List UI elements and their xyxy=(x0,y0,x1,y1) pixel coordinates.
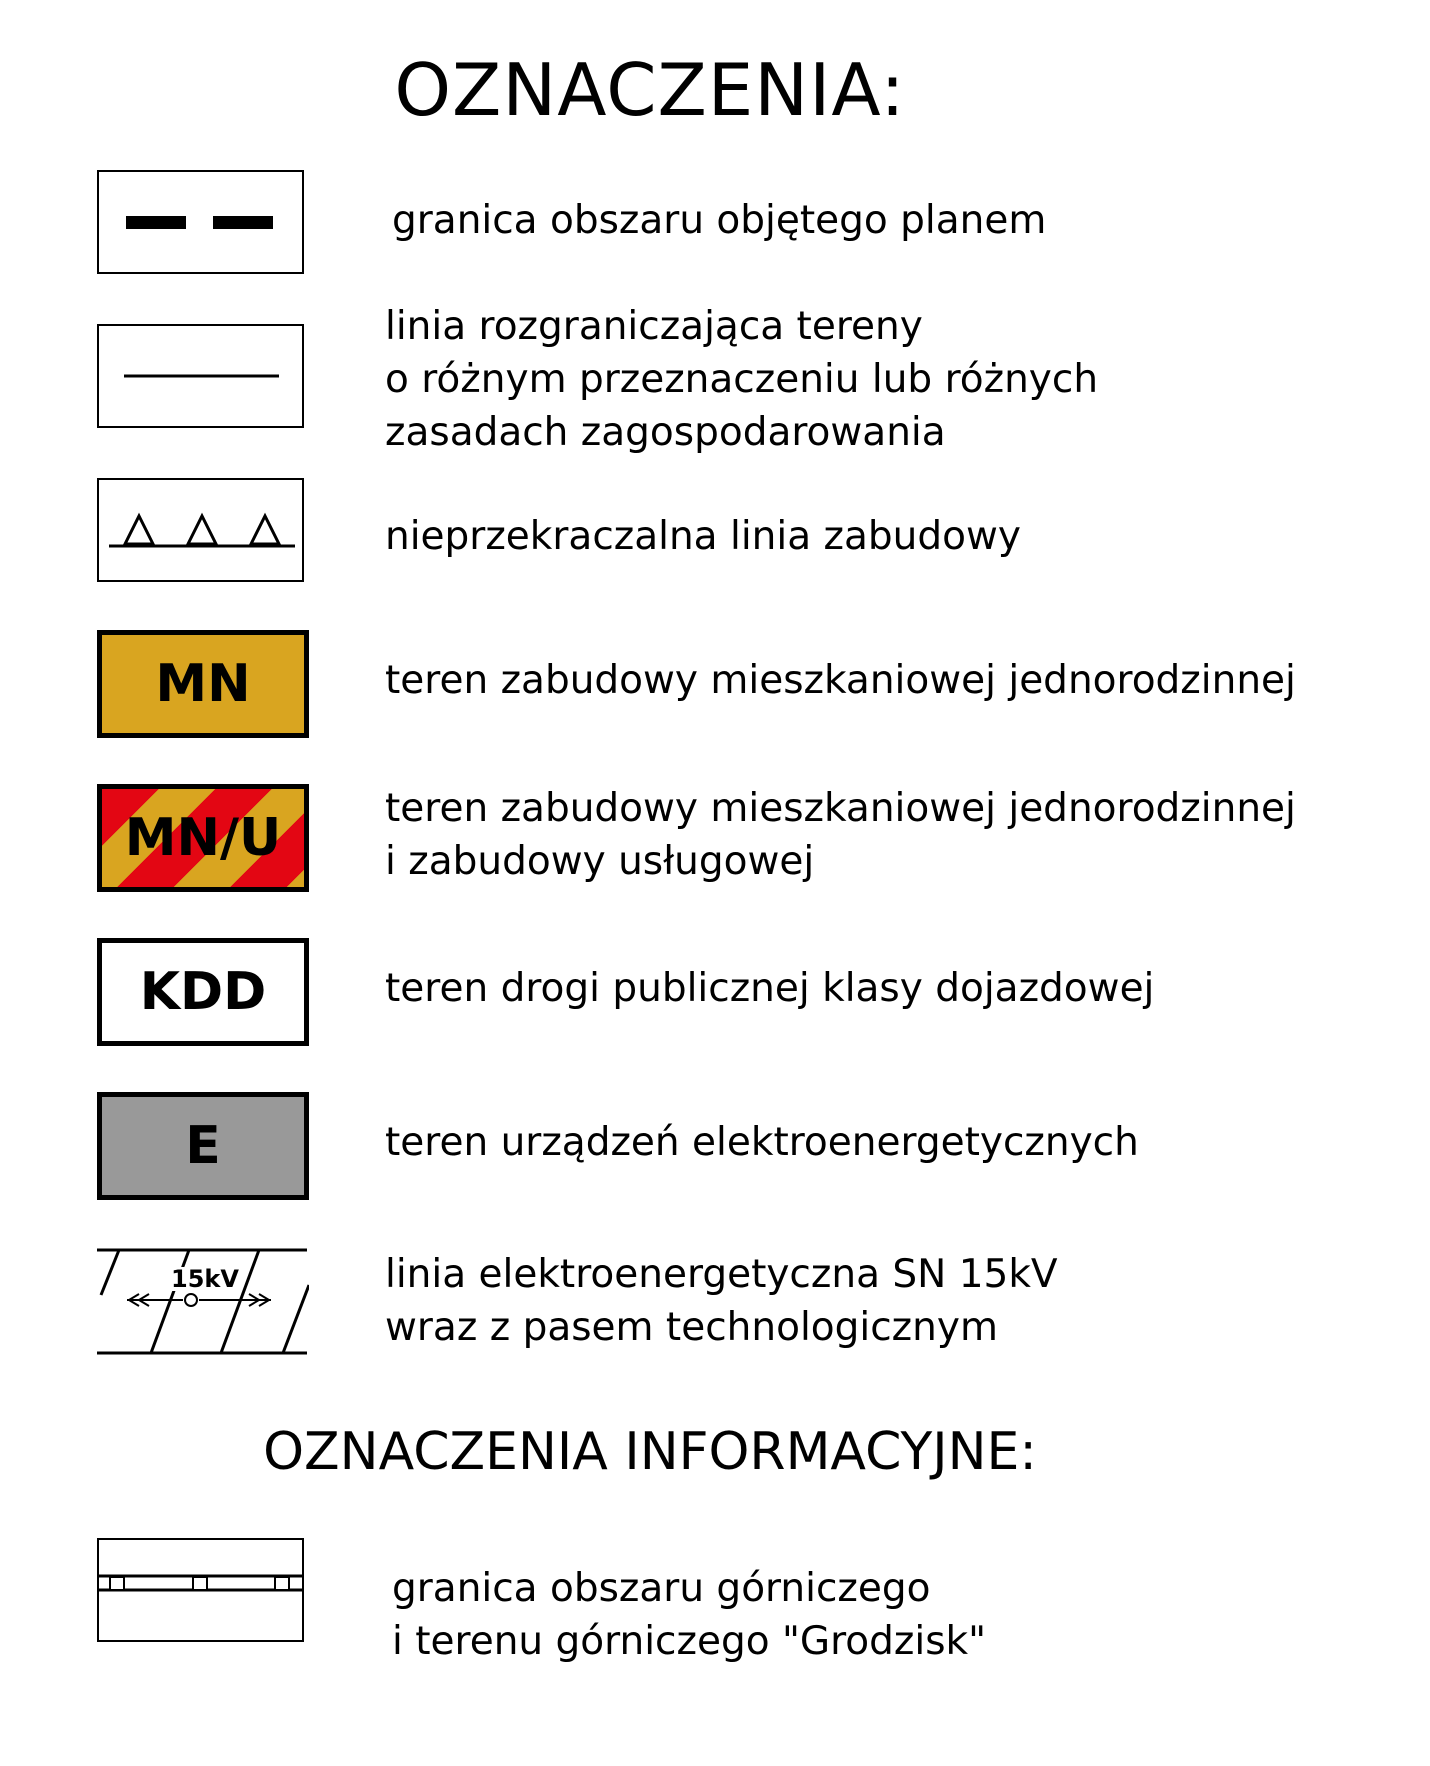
kdd-zone-icon xyxy=(97,938,309,1046)
legend-item-label: linia elektroenergetyczna SN 15kV wraz z pasem technologicznym xyxy=(385,1252,1058,1350)
legend-item-label: teren drogi publicznej klasy dojazdowej xyxy=(385,966,1155,1011)
legend-item-label: teren zabudowy mieszkaniowej jednorodzinnej xyxy=(385,658,1296,703)
legend-item-label: granica obszaru objętego planem xyxy=(392,198,1047,243)
voltage-label: 15kV xyxy=(171,1265,239,1293)
mnu-zone-icon xyxy=(97,784,309,892)
zone-code: KDD xyxy=(139,962,267,1022)
zone-code: MN/U xyxy=(124,808,282,868)
zone-code: E xyxy=(185,1116,221,1176)
zone-code: MN xyxy=(155,654,251,714)
info-legend-title: OZNACZENIA INFORMACYJNE: xyxy=(263,1422,1037,1482)
dashed-boundary-icon xyxy=(97,170,304,274)
mn-zone-icon xyxy=(97,630,309,738)
legend-title: OZNACZENIA: xyxy=(394,48,906,132)
e-zone-icon xyxy=(97,1092,309,1200)
solid-line-icon xyxy=(97,324,304,428)
legend-item-label: linia rozgraniczająca tereny o różnym przeznaczeniu lub różnych zasadach zagospodarowania xyxy=(385,304,1099,455)
legend-item-label: teren urządzeń elektroenergetycznych xyxy=(385,1120,1139,1165)
triangle-line-icon xyxy=(97,478,304,582)
legend-item-label: teren zabudowy mieszkaniowej jednorodzinnej i zabudowy usługowej xyxy=(385,786,1296,884)
legend-item-label: granica obszaru górniczego i terenu górniczego "Grodzisk" xyxy=(392,1566,987,1664)
legend-item-label: nieprzekraczalna linia zabudowy xyxy=(385,514,1021,559)
power-line-icon xyxy=(97,1245,309,1355)
mining-boundary-icon xyxy=(97,1538,304,1642)
